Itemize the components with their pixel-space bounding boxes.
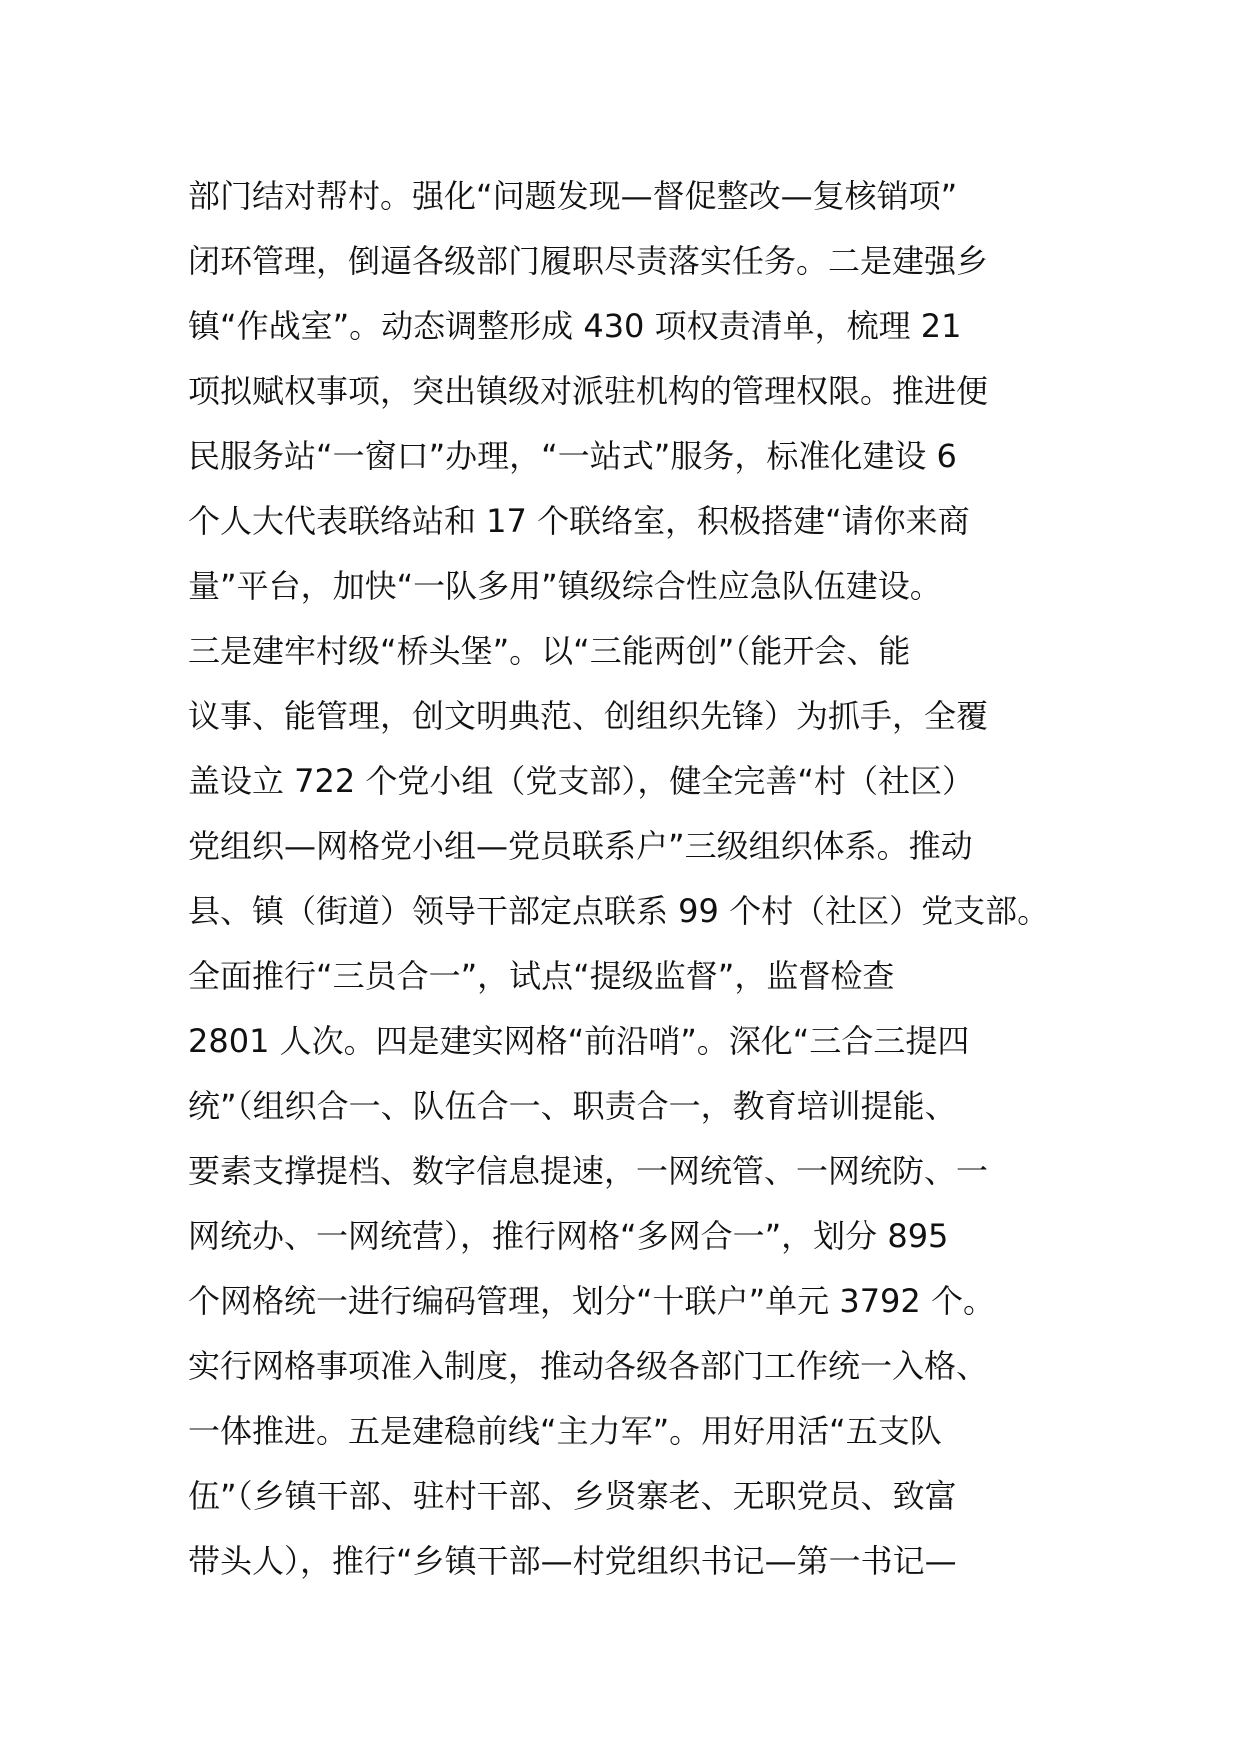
text-line: 镇“作战室”。动态调整形成 430 项权责清单，梳理 21 xyxy=(188,307,962,345)
text-line: 民服务站“一窗口”办理，“一站式”服务，标准化建设 6 xyxy=(188,437,957,475)
text-line: 网统办、一网统营），推行网格“多网合一”，划分 895 xyxy=(188,1217,949,1255)
text-line: 闭环管理，倒逼各级部门履职尽责落实任务。二是建强乡 xyxy=(188,242,989,280)
text-line: 个网格统一进行编码管理，划分“十联户”单元 3792 个。 xyxy=(188,1282,995,1320)
text-line: 部门结对帮村。强化“问题发现—督促整改—复核销项” xyxy=(188,177,958,215)
text-line: 2801 人次。四是建实网格“前沿哨”。深化“三合三提四 xyxy=(188,1022,970,1060)
text-line: 三是建牢村级“桥头堡”。以“三能两创”（能开会、能 xyxy=(188,632,911,670)
text-line: 全面推行“三员合一”，试点“提级监督”，监督检查 xyxy=(188,957,895,995)
text-line: 县、镇（街道）领导干部定点联系 99 个村（社区）党支部。 xyxy=(188,892,1050,930)
text-line: 盖设立 722 个党小组（党支部），健全完善“村（社区） xyxy=(188,762,975,800)
text-line: 项拟赋权事项，突出镇级对派驻机构的管理权限。推进便 xyxy=(188,372,989,410)
text-line: 个人大代表联络站和 17 个联络室，积极搭建“请你来商 xyxy=(188,502,970,540)
text-line: 要素支撑提档、数字信息提速，一网统管、一网统防、一 xyxy=(188,1152,989,1190)
text-line: 党组织—网格党小组—党员联系户”三级组织体系。推动 xyxy=(188,827,973,865)
text-line: 统”（组织合一、队伍合一、职责合一，教育培训提能、 xyxy=(188,1087,957,1125)
text-line: 带头人），推行“乡镇干部—村党组织书记—第一书记— xyxy=(188,1542,957,1580)
text-line: 一体推进。五是建稳前线“主力军”。用好用活“五支队 xyxy=(188,1412,942,1450)
text-line: 实行网格事项准入制度，推动各级各部门工作统一入格、 xyxy=(188,1347,989,1385)
text-line: 量”平台，加快“一队多用”镇级综合性应急队伍建设。 xyxy=(188,567,942,605)
text-line: 伍”（乡镇干部、驻村干部、乡贤寨老、无职党员、致富 xyxy=(188,1477,957,1515)
text-line: 议事、能管理，创文明典范、创组织先锋）为抓手，全覆 xyxy=(188,697,989,735)
body-text xyxy=(188,164,1068,1594)
